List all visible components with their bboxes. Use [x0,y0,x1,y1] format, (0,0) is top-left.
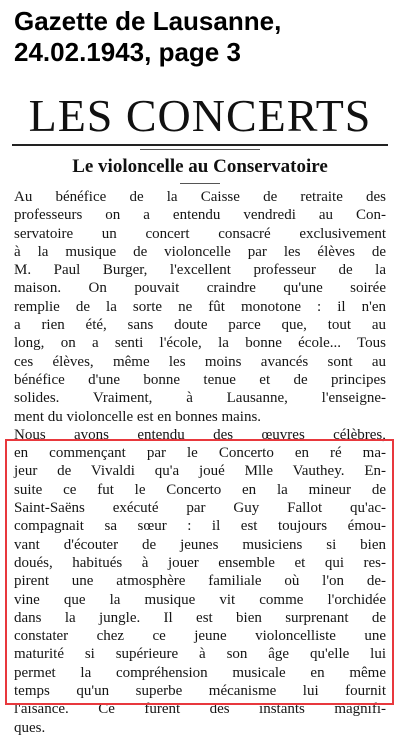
article-line: vant d'écouter de jeunes musiciens si bien [14,536,386,553]
article-line: ment du violoncelle est en bonnes mains. [14,408,262,425]
article-line: Au bénéfice de la Caisse de retraite des [14,189,386,205]
article-line: a rien été, sans doute parce que, tout au [14,317,386,334]
article-line: doués, habitués à jouer ensemble et qui res- [14,554,386,571]
article-line: maison. On pouvait craindre qu'une soirée [14,280,386,297]
article-line: temps qu'un superbe mécanisme lui fournit [14,683,386,700]
article-line: long, on a senti l'école, la bonne école... Tous [14,335,386,352]
article-line: remplie de la sorte ne fût monotone : il n'en [14,298,386,315]
article-line: à la musique de violoncelle par les élèves de [14,243,386,260]
article-line: bénéfice d'une bonne tenue et de principes [14,371,386,388]
article-line: servatoire un concert consacré exclusivement [14,225,386,242]
article-line: dans la jungle. Il est bien surprenant de [14,609,386,626]
article-line: ques. [14,719,46,736]
article-line: professeurs on a entendu vendredi au Con- [14,207,386,224]
section-masthead: LES CONCERTS [28,90,372,141]
article-line: compagnait sa sœur : il est toujours émou- [14,518,386,535]
article-line: permet la compréhension musicale en même [14,664,386,681]
article-line: solides. Vraiment, à Lausanne, l'enseigne- [14,390,386,407]
article-body [14,188,386,737]
article-line: suite ce fut le Concerto en la mineur de [14,481,386,498]
article-line: Nous avons entendu des œuvres célèbres, [14,426,386,443]
caption-line-1: Gazette de Lausanne, [14,6,282,36]
article-line: vine que la musique vit comme l'orchidée [14,591,386,608]
article-headline: Le violoncelle au Conservatoire [72,156,328,177]
article-line: en commençant par le Concerto en ré ma- [14,445,386,462]
article-line: constater chez ce jeune violoncelliste une [14,628,386,645]
article-line: maturité si supérieure à son âge qu'elle lui [14,646,386,663]
article-line: ces élèves, même les moins avancés sont au [14,353,386,370]
caption-line-2: 24.02.1943, page 3 [14,37,241,67]
masthead-subrule [140,149,260,150]
masthead-rule [12,144,388,146]
article-line: pirent une atmosphère familiale où l'on de- [14,573,386,590]
article-line: l'aisance. Ce furent des instants magnifi- [14,701,386,718]
headline-rule [180,183,220,184]
image-caption [14,6,394,68]
article-line: Saint-Saëns exécuté par Guy Fallot qu'ac- [14,500,386,517]
article-line: jeur de Vivaldi qu'a joué Mlle Vauthey. En- [14,463,386,480]
article-line: M. Paul Burger, l'excellent professeur de la [14,262,386,279]
